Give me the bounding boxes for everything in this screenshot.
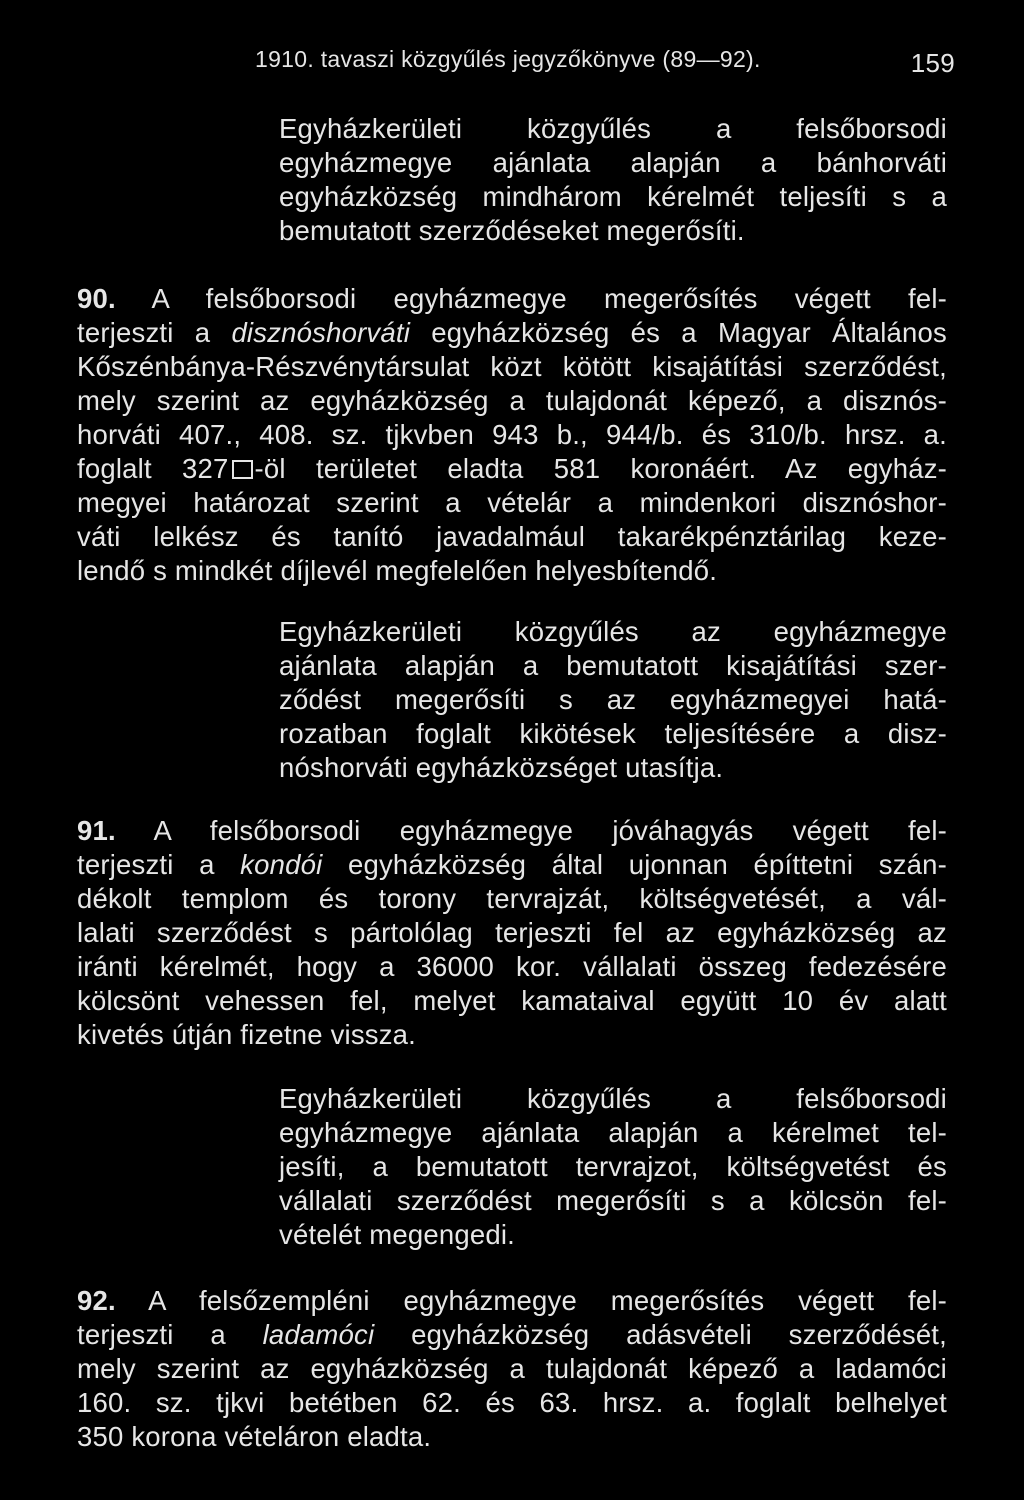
line-text: terjeszti a [77, 1319, 263, 1350]
text-line: kivetés útján fizetne vissza. [77, 1019, 417, 1050]
item-number: 90. [77, 283, 116, 314]
square-unit-icon [232, 460, 253, 479]
text-line: bemutatott szerződéseket megerősíti. [279, 215, 745, 246]
text-line: rozatban foglalt kikötések teljesítésére a disz- [279, 718, 947, 749]
line-text: A felsőzempléni egyházmegye megerősítés végett fel- [115, 1285, 947, 1316]
text-line [77, 814, 947, 848]
place-name: disznóshorváti [231, 317, 411, 348]
resolution-90 [279, 615, 947, 785]
item-number: 91. [77, 815, 116, 846]
text-line: ződést megerősíti s az egyházmegyei hatá- [279, 684, 947, 715]
text-line: Kőszénbánya-Részvénytársulat közt kötött kisajátítási szerződést, [77, 351, 947, 382]
text-line: ajánlata alapján a bemutatott kisajátítási szer- [279, 650, 947, 681]
text-line: 160. sz. tjkvi betétben 62. és 63. hrsz. a. foglalt belhelyet [77, 1387, 947, 1418]
text-line: lendő s mindkét díjlevél megfelelően helyesbítendő. [77, 555, 718, 586]
text-line: mely szerint az egyházközség a tulajdonát képező a ladamóci [77, 1353, 947, 1384]
item-90 [77, 282, 947, 588]
text-line [77, 1318, 947, 1352]
text-line: horváti 407., 408. sz. tjkvben 943 b., 944/b. és 310/b. hrsz. a. [77, 419, 947, 450]
place-name: kondói [240, 849, 323, 880]
text-line: vételét megengedi. [279, 1219, 515, 1250]
line-text: terjeszti a [77, 317, 232, 348]
text-line: egyházmegye ajánlata alapján a bánhorváti [279, 147, 947, 178]
running-header [255, 36, 955, 78]
text-line: nóshorváti egyházközséget utasítja. [279, 752, 724, 783]
text-line: iránti kérelmét, hogy a 36000 kor. vállalati összeg fedezésére [77, 951, 947, 982]
text-line: lalati szerződést s pártolólag terjeszti fel az egyházközség az [77, 917, 947, 948]
text-line: Egyházkerületi közgyűlés a felsőborsodi [279, 113, 947, 144]
text-line [77, 316, 947, 350]
resolution-91 [279, 1082, 947, 1252]
text-line: vállalati szerződést megerősíti s a kölcsön fel- [279, 1185, 947, 1216]
text-line: mely szerint az egyházközség a tulajdonát képező, a disznós- [77, 385, 947, 416]
item-92 [77, 1284, 947, 1454]
text-line: dékolt templom és torony tervrajzát, költségvetését, a vál- [77, 883, 947, 914]
text-line: megyei határozat szerint a vételár a mindenkori disznóshor- [77, 487, 947, 518]
text-line: váti lelkész és tanító javadalmául takarékpénztárilag keze- [77, 521, 947, 552]
line-text: egyházközség adásvételi szerződését, [374, 1319, 947, 1350]
header-title: 1910. tavaszi közgyűlés jegyzőkönyve (89—92). [255, 46, 761, 72]
line-text: A felsőborsodi egyházmegye megerősítés végett fel- [115, 283, 947, 314]
line-text: -öl területet eladta 581 koronáért. Az egyház- [254, 453, 948, 484]
text-line: Egyházkerületi közgyűlés az egyházmegye [279, 616, 947, 647]
text-line: 350 korona vételáron eladta. [77, 1421, 432, 1452]
line-text: egyházközség és a Magyar Általános [410, 317, 947, 348]
line-text: egyházközség által ujonnan építtetni szán- [322, 849, 947, 880]
resolution-89 [279, 112, 947, 248]
text-line: jesíti, a bemutatott tervrajzot, költségvetést és [279, 1151, 947, 1182]
text-line [77, 282, 947, 316]
text-line: egyházmegye ajánlata alapján a kérelmet tel- [279, 1117, 947, 1148]
text-line [77, 1284, 947, 1318]
text-line [77, 848, 947, 882]
text-line: Egyházkerületi közgyűlés a felsőborsodi [279, 1083, 947, 1114]
item-91 [77, 814, 947, 1052]
line-text: terjeszti a [77, 849, 241, 880]
line-text: A felsőborsodi egyházmegye jóváhagyás végett fel- [115, 815, 947, 846]
text-line: kölcsönt vehessen fel, melyet kamataival együtt 10 év alatt [77, 985, 947, 1016]
text-line [77, 452, 947, 486]
line-text: foglalt 327 [77, 453, 229, 484]
place-name: ladamóci [262, 1319, 375, 1350]
text-line: egyházközség mindhárom kérelmét teljesíti s a [279, 181, 947, 212]
page-number: 159 [910, 48, 955, 78]
item-number: 92. [77, 1285, 116, 1316]
